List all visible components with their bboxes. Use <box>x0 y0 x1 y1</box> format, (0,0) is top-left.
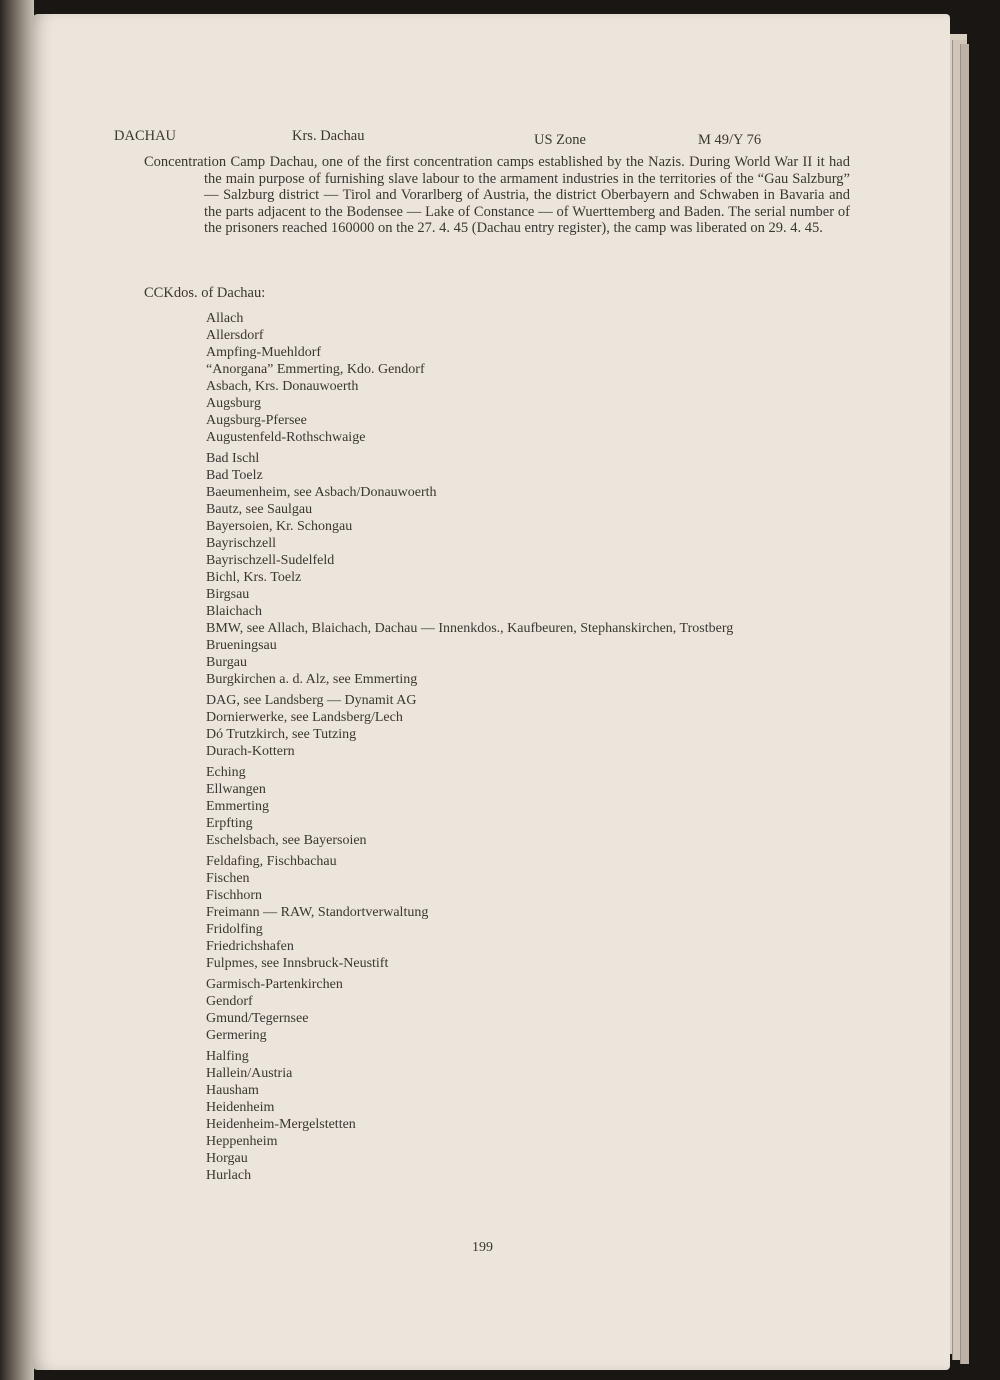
list-item: Augsburg-Pfersee <box>206 413 307 428</box>
list-item: DAG, see Landsberg — Dynamit AG <box>206 693 417 708</box>
list-item: Emmerting <box>206 799 269 814</box>
list-item: Bayersoien, Kr. Schongau <box>206 519 353 534</box>
list-item: Fulpmes, see Innsbruck-Neustift <box>206 956 389 971</box>
letter-group <box>206 450 733 688</box>
letter-group <box>206 1048 733 1184</box>
list-item: BMW, see Allach, Blaichach, Dachau — Innenkdos., Kaufbeuren, Stephanskirchen, Trostberg <box>206 621 734 636</box>
list-item: Asbach, Krs. Donauwoerth <box>206 379 359 394</box>
list-item: Freimann — RAW, Standortverwaltung <box>206 905 429 920</box>
letter-group <box>206 853 733 972</box>
list-item: Blaichach <box>206 604 262 619</box>
list-item: “Anorgana” Emmerting, Kdo. Gendorf <box>206 362 425 377</box>
description-text: Concentration Camp Dachau, one of the first concentration camps established by the Nazis. During World War II it had the main purpose of furnishing slave labour to the armament industries in the territories of the “Gau Salzburg” — Salzburg district — Tirol and Vorarlberg of Austria, the district Oberbayern and Schwaben in Bavaria and the parts adjacent to the Bodensee — Lake of Constance — of Wuerttemberg and Baden. The serial number of the prisoners reached 160000 on the 27. 4. 45 (Dachau entry register), the camp was liberated on 29. 4. 45. <box>144 154 850 236</box>
facing-page-edge <box>0 0 34 1380</box>
list-item: Horgau <box>206 1151 248 1166</box>
list-item: Burgau <box>206 655 247 670</box>
list-item: Gmund/Tegernsee <box>206 1011 309 1026</box>
header-zone: US Zone <box>534 132 586 148</box>
list-item: Bautz, see Saulgau <box>206 502 313 517</box>
list-item: Fischen <box>206 871 250 886</box>
list-item: Eschelsbach, see Bayersoien <box>206 833 367 848</box>
list-item: Erpfting <box>206 816 253 831</box>
header-place: DACHAU <box>114 128 177 144</box>
list-item: Halfing <box>206 1049 249 1064</box>
list-item: Bichl, Krs. Toelz <box>206 570 302 585</box>
list-item: Hallein/Austria <box>206 1066 293 1081</box>
list-item: Hurlach <box>206 1168 252 1183</box>
list-item: Augsburg <box>206 396 261 411</box>
subheading: CCKdos. of Dachau: <box>144 285 266 301</box>
letter-group <box>206 764 733 849</box>
list-item: Ampfing-Muehldorf <box>206 345 322 360</box>
list-item: Bayrischzell-Sudelfeld <box>206 553 335 568</box>
list-item: Birgsau <box>206 587 250 602</box>
letter-group <box>206 976 733 1044</box>
list-item: Friedrichshafen <box>206 939 294 954</box>
list-item: Heidenheim <box>206 1100 275 1115</box>
letter-group <box>206 692 733 760</box>
list-item: Augustenfeld-Rothschwaige <box>206 430 366 445</box>
list-item: Eching <box>206 765 246 780</box>
list-item: Ellwangen <box>206 782 266 797</box>
header-map-ref: M 49/Y 76 <box>698 132 762 148</box>
subcamp-list <box>206 310 733 1188</box>
description-paragraph <box>144 154 850 237</box>
list-item: Allach <box>206 311 244 326</box>
list-item: Heppenheim <box>206 1134 278 1149</box>
list-item: Fridolfing <box>206 922 263 937</box>
page-number: 199 <box>472 1240 493 1255</box>
list-item: Baeumenheim, see Asbach/Donauwoerth <box>206 485 437 500</box>
list-item: Dó Trutzkirch, see Tutzing <box>206 727 357 742</box>
letter-group <box>206 310 733 446</box>
list-item: Gendorf <box>206 994 253 1009</box>
page-stack-edge <box>960 44 969 1364</box>
list-item: Burgkirchen a. d. Alz, see Emmerting <box>206 672 418 687</box>
list-item: Bayrischzell <box>206 536 276 551</box>
list-item: Garmisch-Partenkirchen <box>206 977 343 992</box>
header-district: Krs. Dachau <box>292 128 365 144</box>
list-item: Germering <box>206 1028 267 1043</box>
list-item: Feldafing, Fischbachau <box>206 854 337 869</box>
list-item: Heidenheim-Mergelstetten <box>206 1117 356 1132</box>
list-item: Dornierwerke, see Landsberg/Lech <box>206 710 403 725</box>
list-item: Bad Toelz <box>206 468 263 483</box>
list-item: Brueningsau <box>206 638 277 653</box>
list-item: Bad Ischl <box>206 451 260 466</box>
list-item: Fischhorn <box>206 888 262 903</box>
list-item: Hausham <box>206 1083 259 1098</box>
list-item: Allersdorf <box>206 328 264 343</box>
list-item: Durach-Kottern <box>206 744 295 759</box>
